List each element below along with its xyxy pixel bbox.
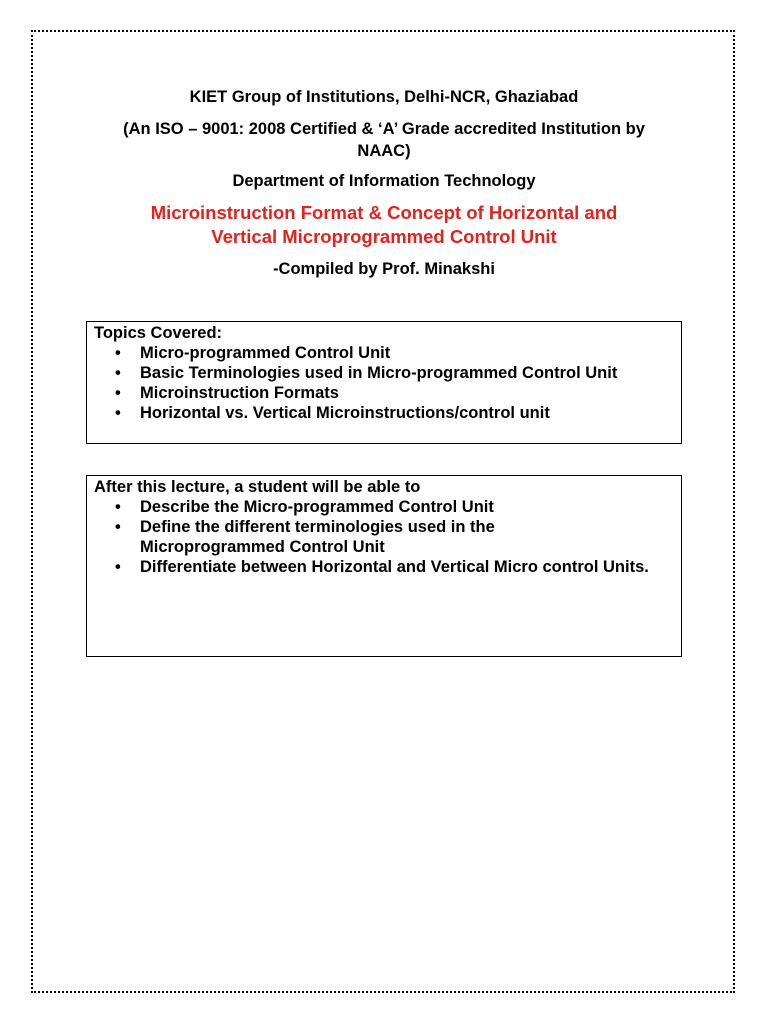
accreditation-line-2: NAAC) [357,142,411,160]
outcomes-heading: After this lecture, a student will be able to [94,478,421,496]
bullet-icon: • [115,498,121,516]
list-item [94,557,673,577]
outcome-text: Differentiate between Horizontal and Vertical Micro control Units. [140,558,649,576]
bullet-icon: • [115,384,121,402]
outcomes-box [86,475,682,657]
list-item [94,517,673,557]
list-item [94,403,673,423]
outcome-text: Describe the Micro-programmed Control Unit [140,498,494,516]
outcomes-list [94,497,673,577]
bullet-icon: • [115,344,121,362]
author-credit: -Compiled by Prof. Minakshi [273,260,495,278]
bullet-icon: • [115,558,121,576]
outcome-text: Define the different terminologies used in the Microprogrammed Control Unit [140,518,495,556]
topic-text: Microinstruction Formats [140,384,339,402]
topic-text: Basic Terminologies used in Micro-programmed Control Unit [140,364,618,382]
institution-name: KIET Group of Institutions, Delhi-NCR, Ghaziabad [189,88,579,106]
bullet-icon: • [115,364,121,382]
lecture-title-line-1: Microinstruction Format & Concept of Horizontal and [150,202,618,223]
bullet-icon: • [115,404,121,422]
bullet-icon: • [115,518,121,536]
topics-list [94,343,673,423]
list-item [94,497,673,517]
topic-text: Micro-programmed Control Unit [140,344,391,362]
topic-text: Horizontal vs. Vertical Microinstructions/control unit [140,404,550,422]
topics-box [86,321,682,444]
accreditation-line-1: (An ISO – 9001: 2008 Certified & ‘A’ Grade accredited Institution by [123,120,645,138]
topics-heading: Topics Covered: [94,324,223,342]
list-item [94,363,673,383]
department-name: Department of Information Technology [232,172,536,190]
list-item [94,343,673,363]
list-item [94,383,673,403]
lecture-title-line-2: Vertical Microprogrammed Control Unit [211,226,557,247]
